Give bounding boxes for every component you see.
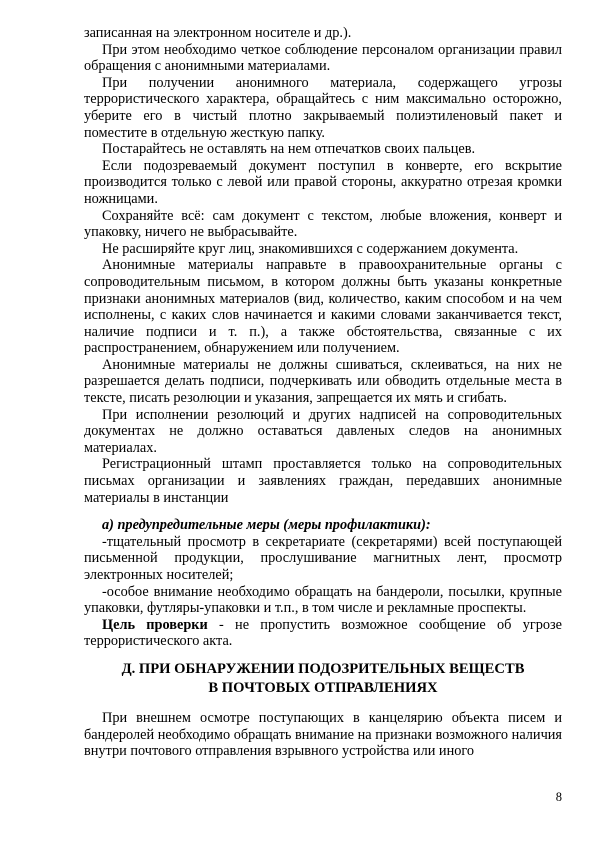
paragraph — [84, 141, 562, 158]
text-run: Постарайтесь не оставлять на нем отпечатков своих пальцев. — [102, 141, 476, 158]
paragraph — [84, 584, 562, 617]
text-run: -тщательный просмотр в секретариате (секретарями) всей поступающей письменной продукции, прослушивание магнитных лент, просмотр электронных носителей; — [84, 533, 562, 583]
paragraph — [84, 710, 562, 760]
paragraph — [84, 25, 562, 42]
text-run: При этом необходимо четкое соблюдение персоналом организации правил обращения с анонимными материалами. — [84, 41, 562, 75]
text-run: Если подозреваемый документ поступил в конверте, его вскрытие производится только с левой или правой стороны, аккуратно отрезая кромки ножницами. — [84, 157, 562, 207]
paragraph — [84, 357, 562, 407]
document-body — [84, 25, 562, 760]
paragraph — [84, 456, 562, 506]
text-run: Анонимные материалы направьте в правоохранительные органы с сопроводительным письмом, в котором должны быть указаны конкретные признаки анонимных материалов (вид, количество, каким способом и на чем исполнены, с каких слов начинается и какими словами заканчивается текст, наличие подписи и т. п.), а также обстоятельства, связанные с их распространением, обнаружением или получением. — [84, 257, 562, 357]
text-run: Сохраняйте всё: сам документ с текстом, любые вложения, конверт и упаковку, ничего не выбрасывайте. — [84, 207, 562, 241]
text-run: Д. ПРИ ОБНАРУЖЕНИИ ПОДОЗРИТЕЛЬНЫХ ВЕЩЕСТВ — [121, 660, 525, 677]
paragraph — [84, 158, 562, 208]
text-run: а) предупредительные меры (меры профилактики): — [102, 517, 431, 534]
paragraph — [84, 241, 562, 258]
text-run: Не расширяйте круг лиц, знакомившихся с содержанием документа. — [102, 240, 519, 257]
paragraph — [84, 42, 562, 75]
text-run: Анонимные материалы не должны сшиваться, склеиваться, на них не разрешается делать подписи, подчеркивать или обводить отдельные места в тексте, писать резолюции и указания, запрещается их мять и сгибать. — [84, 356, 562, 407]
paragraph — [84, 517, 562, 534]
text-run: При получении анонимного материала, содержащего угрозы террористического характера, обращайтесь с ним максимально осторожно, уберите его в чистый плотно закрываемый полиэтиленовый пакет и поместите в отдельную жесткую папку. — [84, 74, 562, 141]
paragraph — [84, 75, 562, 141]
text-run: -особое внимание необходимо обращать на бандероли, посылки, крупные упаковки, футляры-упаковки и т.п., в том числе и рекламные проспекты. — [84, 583, 562, 617]
text-run: В ПОЧТОВЫХ ОТПРАВЛЕНИЯХ — [208, 679, 438, 696]
text-run: При исполнении резолюций и других надписей на сопроводительных документах не должно оставаться давленых следов на анонимных материалах. — [84, 406, 562, 456]
text-run: записанная на электронном носителе и др.). — [84, 25, 352, 41]
text-run: Регистрационный штамп проставляется только на сопроводительных письмах организации и заявлениях граждан, передавших анонимные материалы в инстанции — [84, 456, 562, 506]
paragraph — [84, 208, 562, 241]
paragraph — [84, 617, 562, 650]
text-run: - не пропустить возможное сообщение об угрозе террористического акта. — [84, 616, 562, 650]
text-run: При внешнем осмотре поступающих в канцелярию объекта писем и бандеролей необходимо обращать внимание на признаки возможного наличия внутри почтового отправления взрывного устройства или иного — [84, 710, 562, 760]
text-run: Цель проверки — [102, 616, 208, 633]
paragraph — [84, 257, 562, 357]
paragraph — [84, 534, 562, 584]
paragraph — [84, 407, 562, 457]
section-heading — [84, 660, 562, 697]
page-number: 8 — [555, 790, 562, 804]
